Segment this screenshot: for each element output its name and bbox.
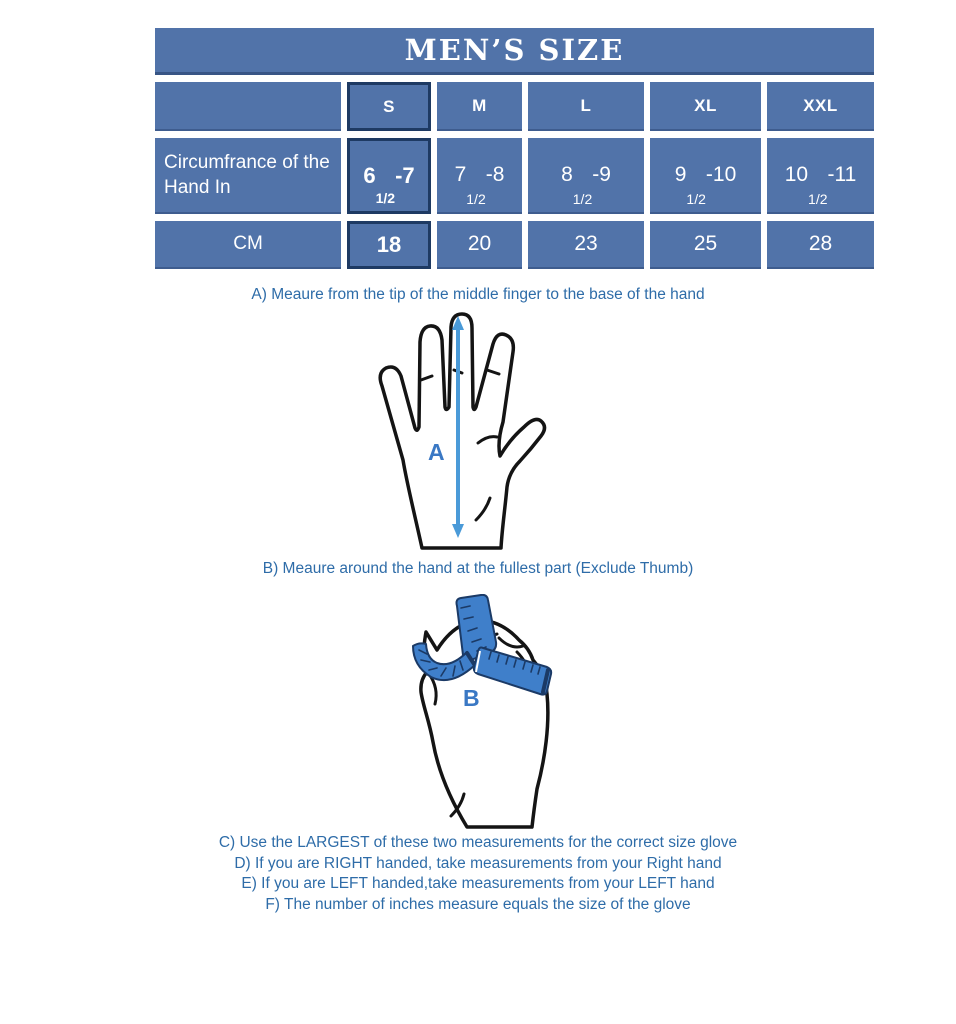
size-cell: 28 — [767, 221, 874, 269]
size-cell: 7 1/2 -8 — [437, 138, 522, 214]
table-title: MEN’S SIZE — [155, 28, 874, 75]
instruction-largest: C) Use the LARGEST of these two measurements for the correct size glove — [218, 834, 738, 851]
size-cell: 9 1/2 -10 — [650, 138, 761, 214]
mens-size-table — [155, 28, 874, 269]
size-cell: 20 — [437, 221, 522, 269]
corner-cell — [155, 82, 341, 131]
label-b: B — [463, 685, 480, 711]
column-header-m: M — [437, 82, 522, 131]
column-header-l: L — [528, 82, 644, 131]
instruction-measure-length: A) Meaure from the tip of the middle finger to the base of the hand — [251, 286, 705, 303]
row-label: CM — [155, 221, 341, 269]
bottom-instructions — [0, 833, 956, 915]
size-cell: 10 1/2 -11 — [767, 138, 874, 214]
row-label: Circumfrance of the Hand In — [155, 138, 341, 214]
size-cell: 6 1/2 -7 — [347, 138, 431, 214]
instruction-left-hand: E) If you are LEFT handed,take measurements from your LEFT hand — [241, 875, 715, 892]
hand-length-diagram — [358, 310, 608, 550]
instruction-inches: F) The number of inches measure equals the size of the glove — [265, 895, 691, 913]
label-a: A — [428, 439, 445, 465]
size-cell: 18 — [347, 221, 431, 269]
instruction-right-hand: D) If you are RIGHT handed, take measurements from your Right hand — [234, 854, 722, 872]
column-header-xxl: XXL — [767, 82, 874, 131]
size-cell: 25 — [650, 221, 761, 269]
column-header-xl: XL — [650, 82, 761, 131]
column-header-s: S — [347, 82, 431, 131]
size-cell: 23 — [528, 221, 644, 269]
hand-outline — [380, 314, 544, 548]
fist-circumference-diagram — [393, 594, 593, 829]
size-cell: 8 1/2 -9 — [528, 138, 644, 214]
instruction-measure-circumference: B) Meaure around the hand at the fullest part (Exclude Thumb) — [262, 560, 694, 577]
